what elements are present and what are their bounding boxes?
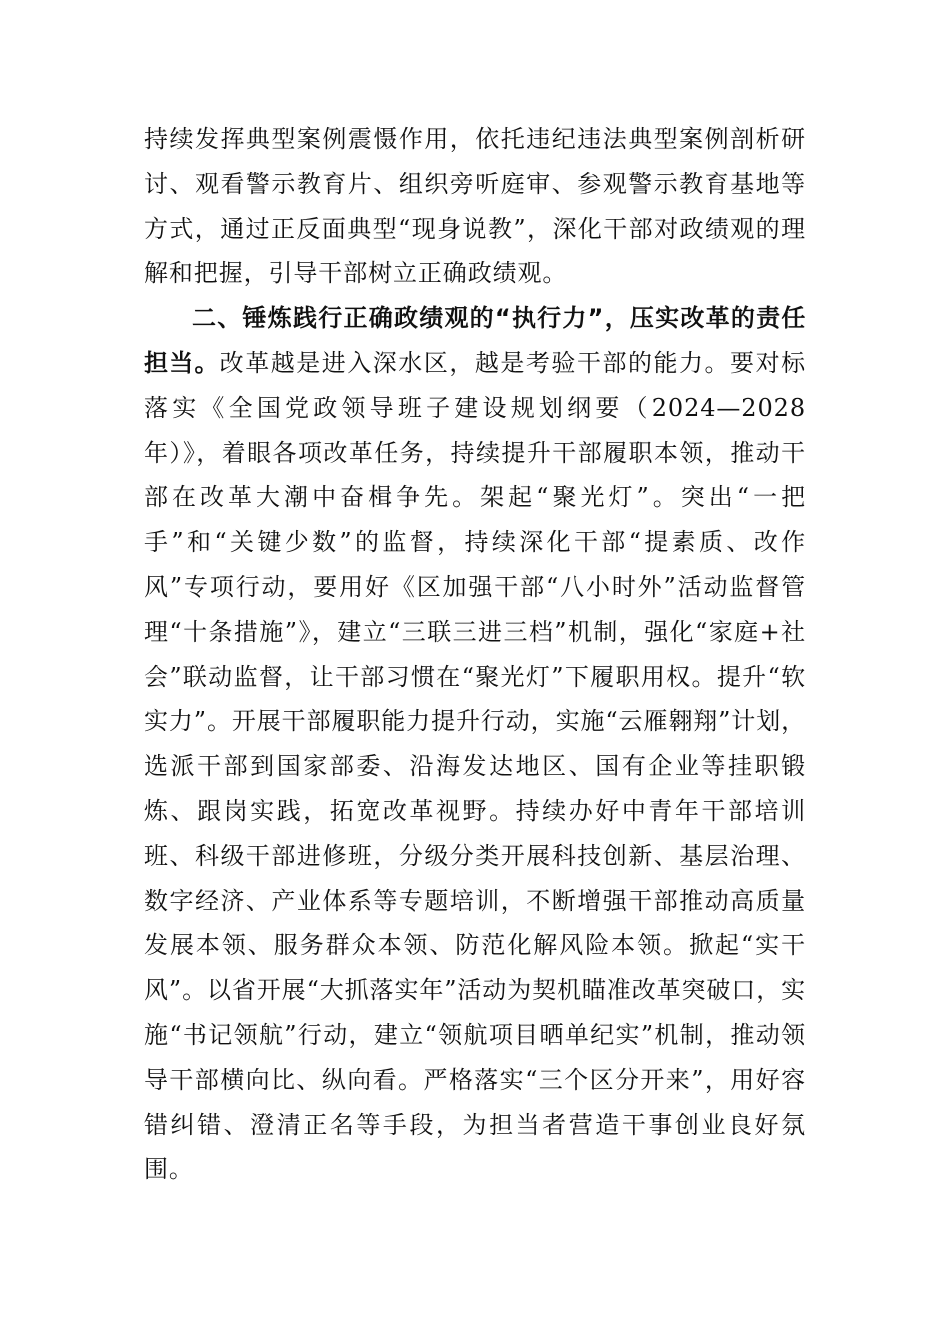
section-body: 改革越是进入深水区，越是考验干部的能力。要对标落实《全国党政领导班子建设规划纲要（2024—2028年）》，着眼各项改革任务，持续提升干部履职本领，推动干部在改革大潮中奋楫争先。架起“聚光灯”。突出“一把手”和“关键少数”的监督，持续深化干部“提素质、改作风”专项行动，要用好《区加强干部“八小时外”活动监督管理“十条措施”》，建立“三联三进三档”机制，强化“家庭+社会”联动监督，让干部习惯在“聚光灯”下履职用权。提升“软实力”。开展干部履职能力提升行动，实施“云雁翱翔”计划，选派干部到国家部委、沿海发达地区、国有企业等挂职锻炼、跟岗实践，拓宽改革视野。持续办好中青年干部培训班、科级干部进修班，分级分类开展科技创新、基层治理、数字经济、产业体系等专题培训，不断增强干部推动高质量发展本领、服务群众本领、防范化解风险本领。掀起“实干风”。以省开展“大抓落实年”活动为契机瞄准改革突破口，实施“书记领航”行动，建立“领航项目晒单纪实”机制，推动领导干部横向比、纵向看。严格落实“三个区分开来”，用好容错纠错、澄清正名等手段，为担当者营造干事创业良好氛围。 bbox=[144, 348, 807, 1184]
paragraph-section-two bbox=[144, 296, 806, 1192]
paragraph-continuation: 持续发挥典型案例震慑作用，依托违纪违法典型案例剖析研讨、观看警示教育片、组织旁听庭审、参观警示教育基地等方式，通过正反面典型“现身说教”，深化干部对政绩观的理解和把握，引导干部树立正确政绩观。 bbox=[144, 125, 806, 288]
section-heading: 二、锤炼践行正确政绩观的“执行力”，压实改革的责任担当。 bbox=[144, 304, 806, 377]
document-body bbox=[144, 117, 806, 1192]
